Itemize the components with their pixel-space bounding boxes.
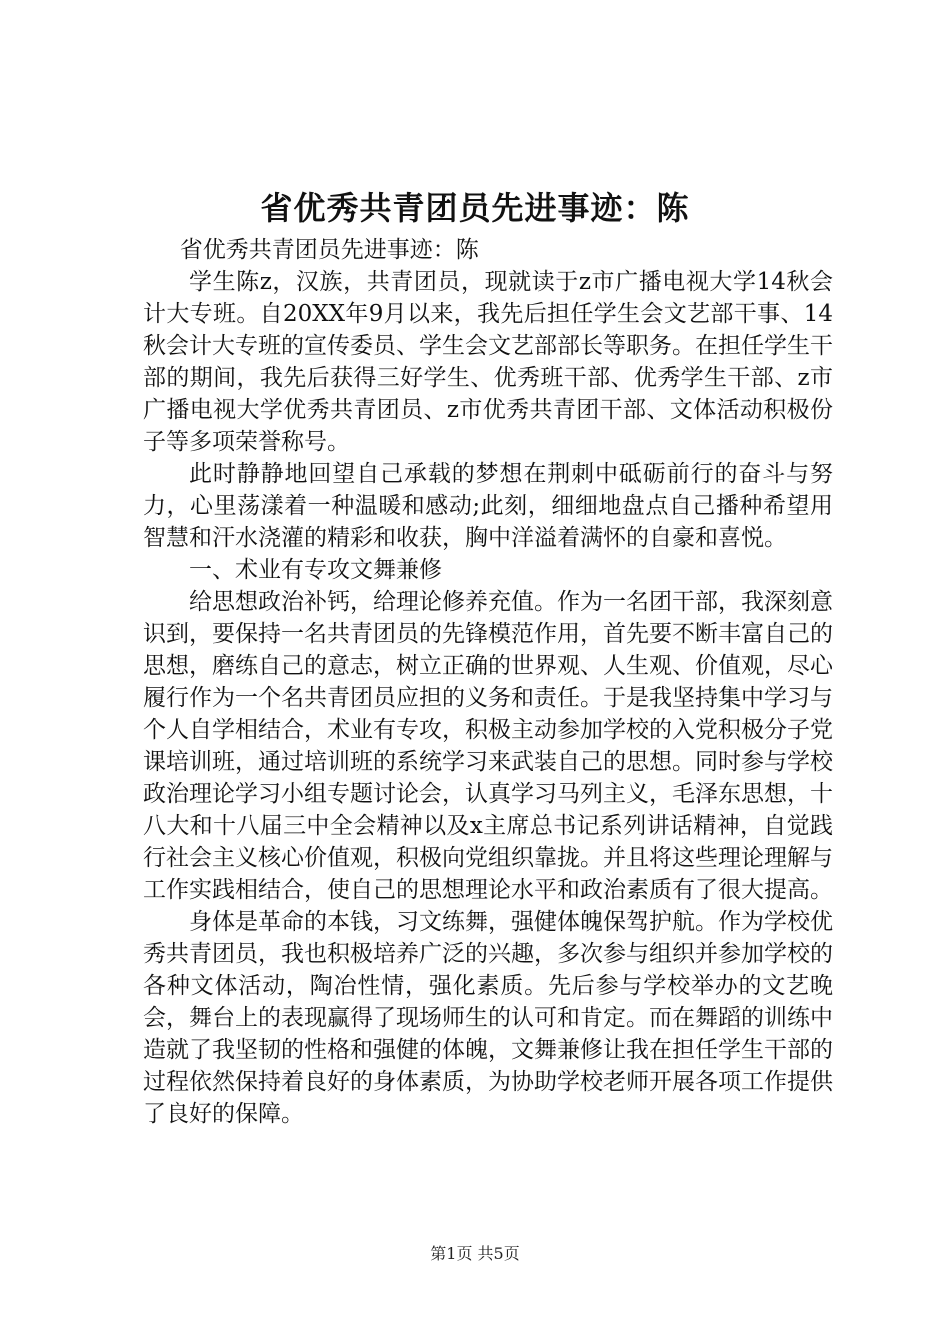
document-title: 省优秀共青团员先进事迹：陈 [260,189,690,227]
reflection-paragraph: 此时静静地回望自己承载的梦想在荆刺中砥砺前行的奋斗与努力，心里荡漾着一种温暖和感动;此刻，细细地盘点自己播种希望用智慧和汗水浇灌的精彩和收获，胸中洋溢着满怀的自豪和喜悦。 [143,461,833,551]
section-heading: 一、术业有专攻文舞兼修 [189,557,442,583]
page-footer: 第1页 共5页 [430,1244,520,1263]
intro-paragraph: 学生陈z，汉族，共青团员，现就读于z市广播电视大学14秋会计大专班。自20XX年9月以来，我先后担任学生会文艺部干事、14秋会计大专班的宣传委员、学生会文艺部部长等职务。在担任学生干部的期间，我先后获得三好学生、优秀班干部、优秀学生干部、z市广播电视大学优秀共青团员、z市优秀共青团干部、文体活动积极份子等多项荣誉称号。 [143,269,833,455]
politics-paragraph: 给思想政治补钙，给理论修养充值。作为一名团干部，我深刻意识到，要保持一名共青团员的先锋模范作用，首先要不断丰富自己的思想，磨练自己的意志，树立正确的世界观、人生观、价值观，尽心履行作为一个名共青团员应担的义务和责任。于是我坚持集中学习与个人自学相结合，术业有专攻，积极主动参加学校的入党积极分子党课培训班，通过培训班的系统学习来武装自己的思想。同时参与学校政治理论学习小组专题讨论会，认真学习马列主义，毛泽东思想，十八大和十八届三中全会精神以及x主席总书记系列讲话精神，自觉践行社会主义核心价值观，积极向党组织靠拢。并且将这些理论理解与工作实践相结合，使自己的思想理论水平和政治素质有了很大提高。 [143,589,833,903]
document-body [143,234,833,1130]
fitness-paragraph: 身体是革命的本钱，习文练舞，强健体魄保驾护航。作为学校优秀共青团员，我也积极培养广泛的兴趣，多次参与组织并参加学校的各种文体活动，陶冶性情，强化素质。先后参与学校举办的文艺晚会，舞台上的表现赢得了现场师生的认可和肯定。而在舞蹈的训练中造就了我坚韧的性格和强健的体魄，文舞兼修让我在担任学生干部的过程依然保持着良好的身体素质，为协助学校老师开展各项工作提供了良好的保障。 [143,909,833,1127]
subtitle-paragraph: 省优秀共青团员先进事迹：陈 [179,237,479,263]
